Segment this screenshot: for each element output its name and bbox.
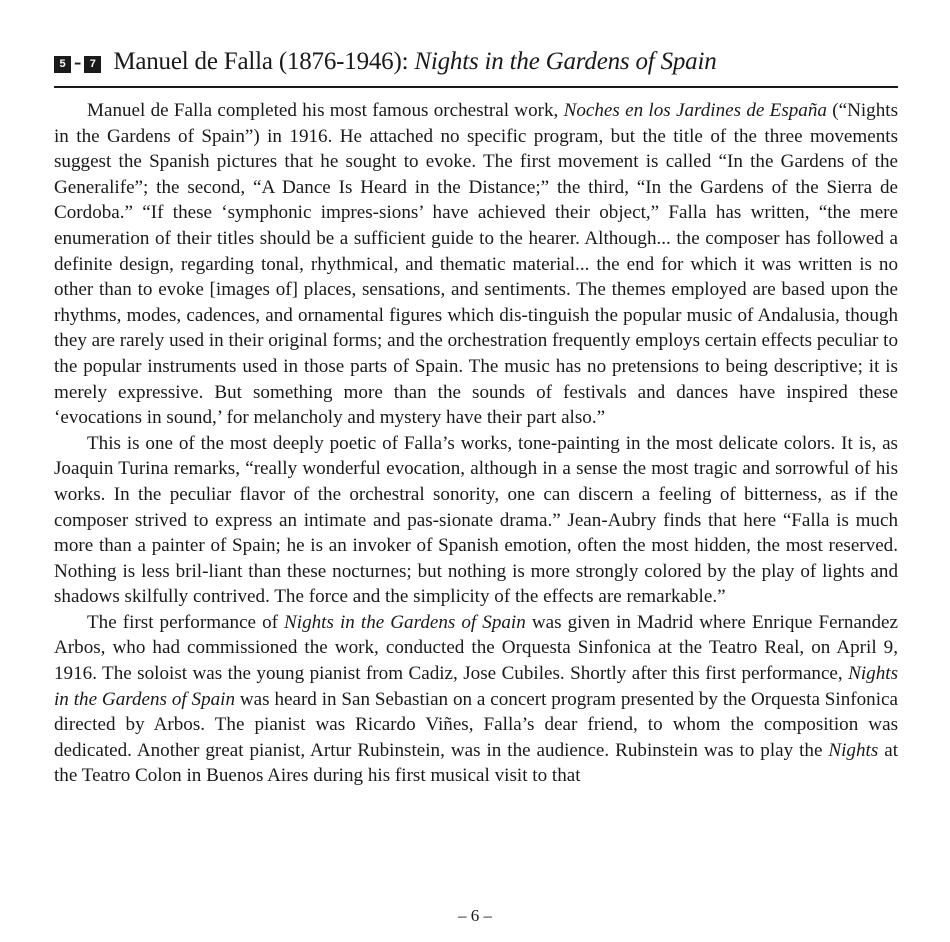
italic-title-run: Nights in the Gardens of Spain bbox=[54, 663, 898, 710]
text-run: at the Teatro Colon in Buenos Aires during his first musical visit to that bbox=[54, 739, 898, 787]
text-run: Manuel de Falla completed his most famous orchestral work, bbox=[87, 100, 564, 121]
work-title: Nights in the Gardens of Spain bbox=[414, 48, 717, 75]
paragraph bbox=[54, 610, 898, 789]
page-number: – 6 – bbox=[458, 906, 492, 925]
track-start-badge: 5 bbox=[54, 56, 71, 73]
section-title bbox=[113, 48, 716, 76]
text-run: was given in Madrid where Enrique Fernandez Arbos, who had commissioned the work, conducted the Orquesta Sinfonica at the Teatro Real, on April 9, 1916. The soloist was the young pianist from Cadiz, Jose Cubiles. Shortly after this first performance, bbox=[54, 611, 898, 685]
text-run: was heard in San Sebastian on a concert program presented by the Orquesta Sinfonica directed by Arbos. The pianist was Ricardo Viñes, Falla’s dear friend, to whom the composition was dedicated. Another great pianist, Artur Rubinstein, was in the audience. Rubinstein was to play the bbox=[54, 688, 898, 761]
body-text bbox=[54, 98, 898, 789]
italic-title-run: Nights in the Gardens of Spain bbox=[284, 611, 526, 633]
track-end-badge: 7 bbox=[84, 56, 101, 73]
composer-name: Manuel de Falla (1876-1946): bbox=[113, 48, 415, 75]
text-run: This is one of the most deeply poetic of Falla’s works, tone-painting in the most delicate colors. It is, as Joaquin Turina remarks, “really wonderful evocation, although in a sense the most tragic and sorrowful of his works. In the peculiar flavor of the orchestral sonority, one can discern a feeling of bitterness, as if the composer strived to express an intimate and pas-sionate drama.” Jean-Aubry finds that here “Falla is much more than a painter of Spain; he is an invoker of Spanish emotion, often the most hidden, the most reserved. Nothing is less bril-liant than these nocturnes; but nothing is more strongly colored by the play of lights and shadows skilfully contrived. The force and the simplicity of the effects are remarkable.” bbox=[54, 432, 898, 608]
text-run: (“Nights in the Gardens of Spain”) in 1916. He attached no specific program, but the title of the three movements suggest the Spanish pictures that he sought to evoke. The first movement is called “In the Gardens of the Generalife”; the second, “A Dance Is Heard in the Distance;” the third, “In the Gardens of the Sierra de Cordoba.” “If these ‘symphonic impres-sions’ have achieved their object,” Falla has written, “the mere enumeration of their titles should be a sufficient guide to the hearer. Although... the composer has followed a definite design, regarding tonal, rhythmical, and thematic material... the end for which it was written is no other than to evoke [images of] places, sensations, and sentiments. The themes employed are based upon the rhythms, modes, cadences, and ornamental figures which dis-tinguish the popular music of Andalusia, though they are rarely used in their original forms; and the orchestration frequently employs certain effects peculiar to the popular instruments used in those parts of Spain. The music has no pretensions to being descriptive; it is merely expressive. But something more than the sounds of festivals and dances have inspired these ‘evocations in sound,’ for melancholy and mystery have their part also.” bbox=[54, 100, 899, 429]
paragraph bbox=[54, 98, 898, 431]
track-range-dash: - bbox=[74, 49, 82, 74]
text-run: The first performance of bbox=[87, 611, 285, 633]
italic-title-run: Noches en los Jardines de España bbox=[563, 100, 827, 121]
paragraph bbox=[54, 431, 898, 610]
section-header bbox=[54, 40, 898, 88]
document-page bbox=[54, 40, 898, 789]
italic-title-run: Nights bbox=[828, 739, 879, 761]
